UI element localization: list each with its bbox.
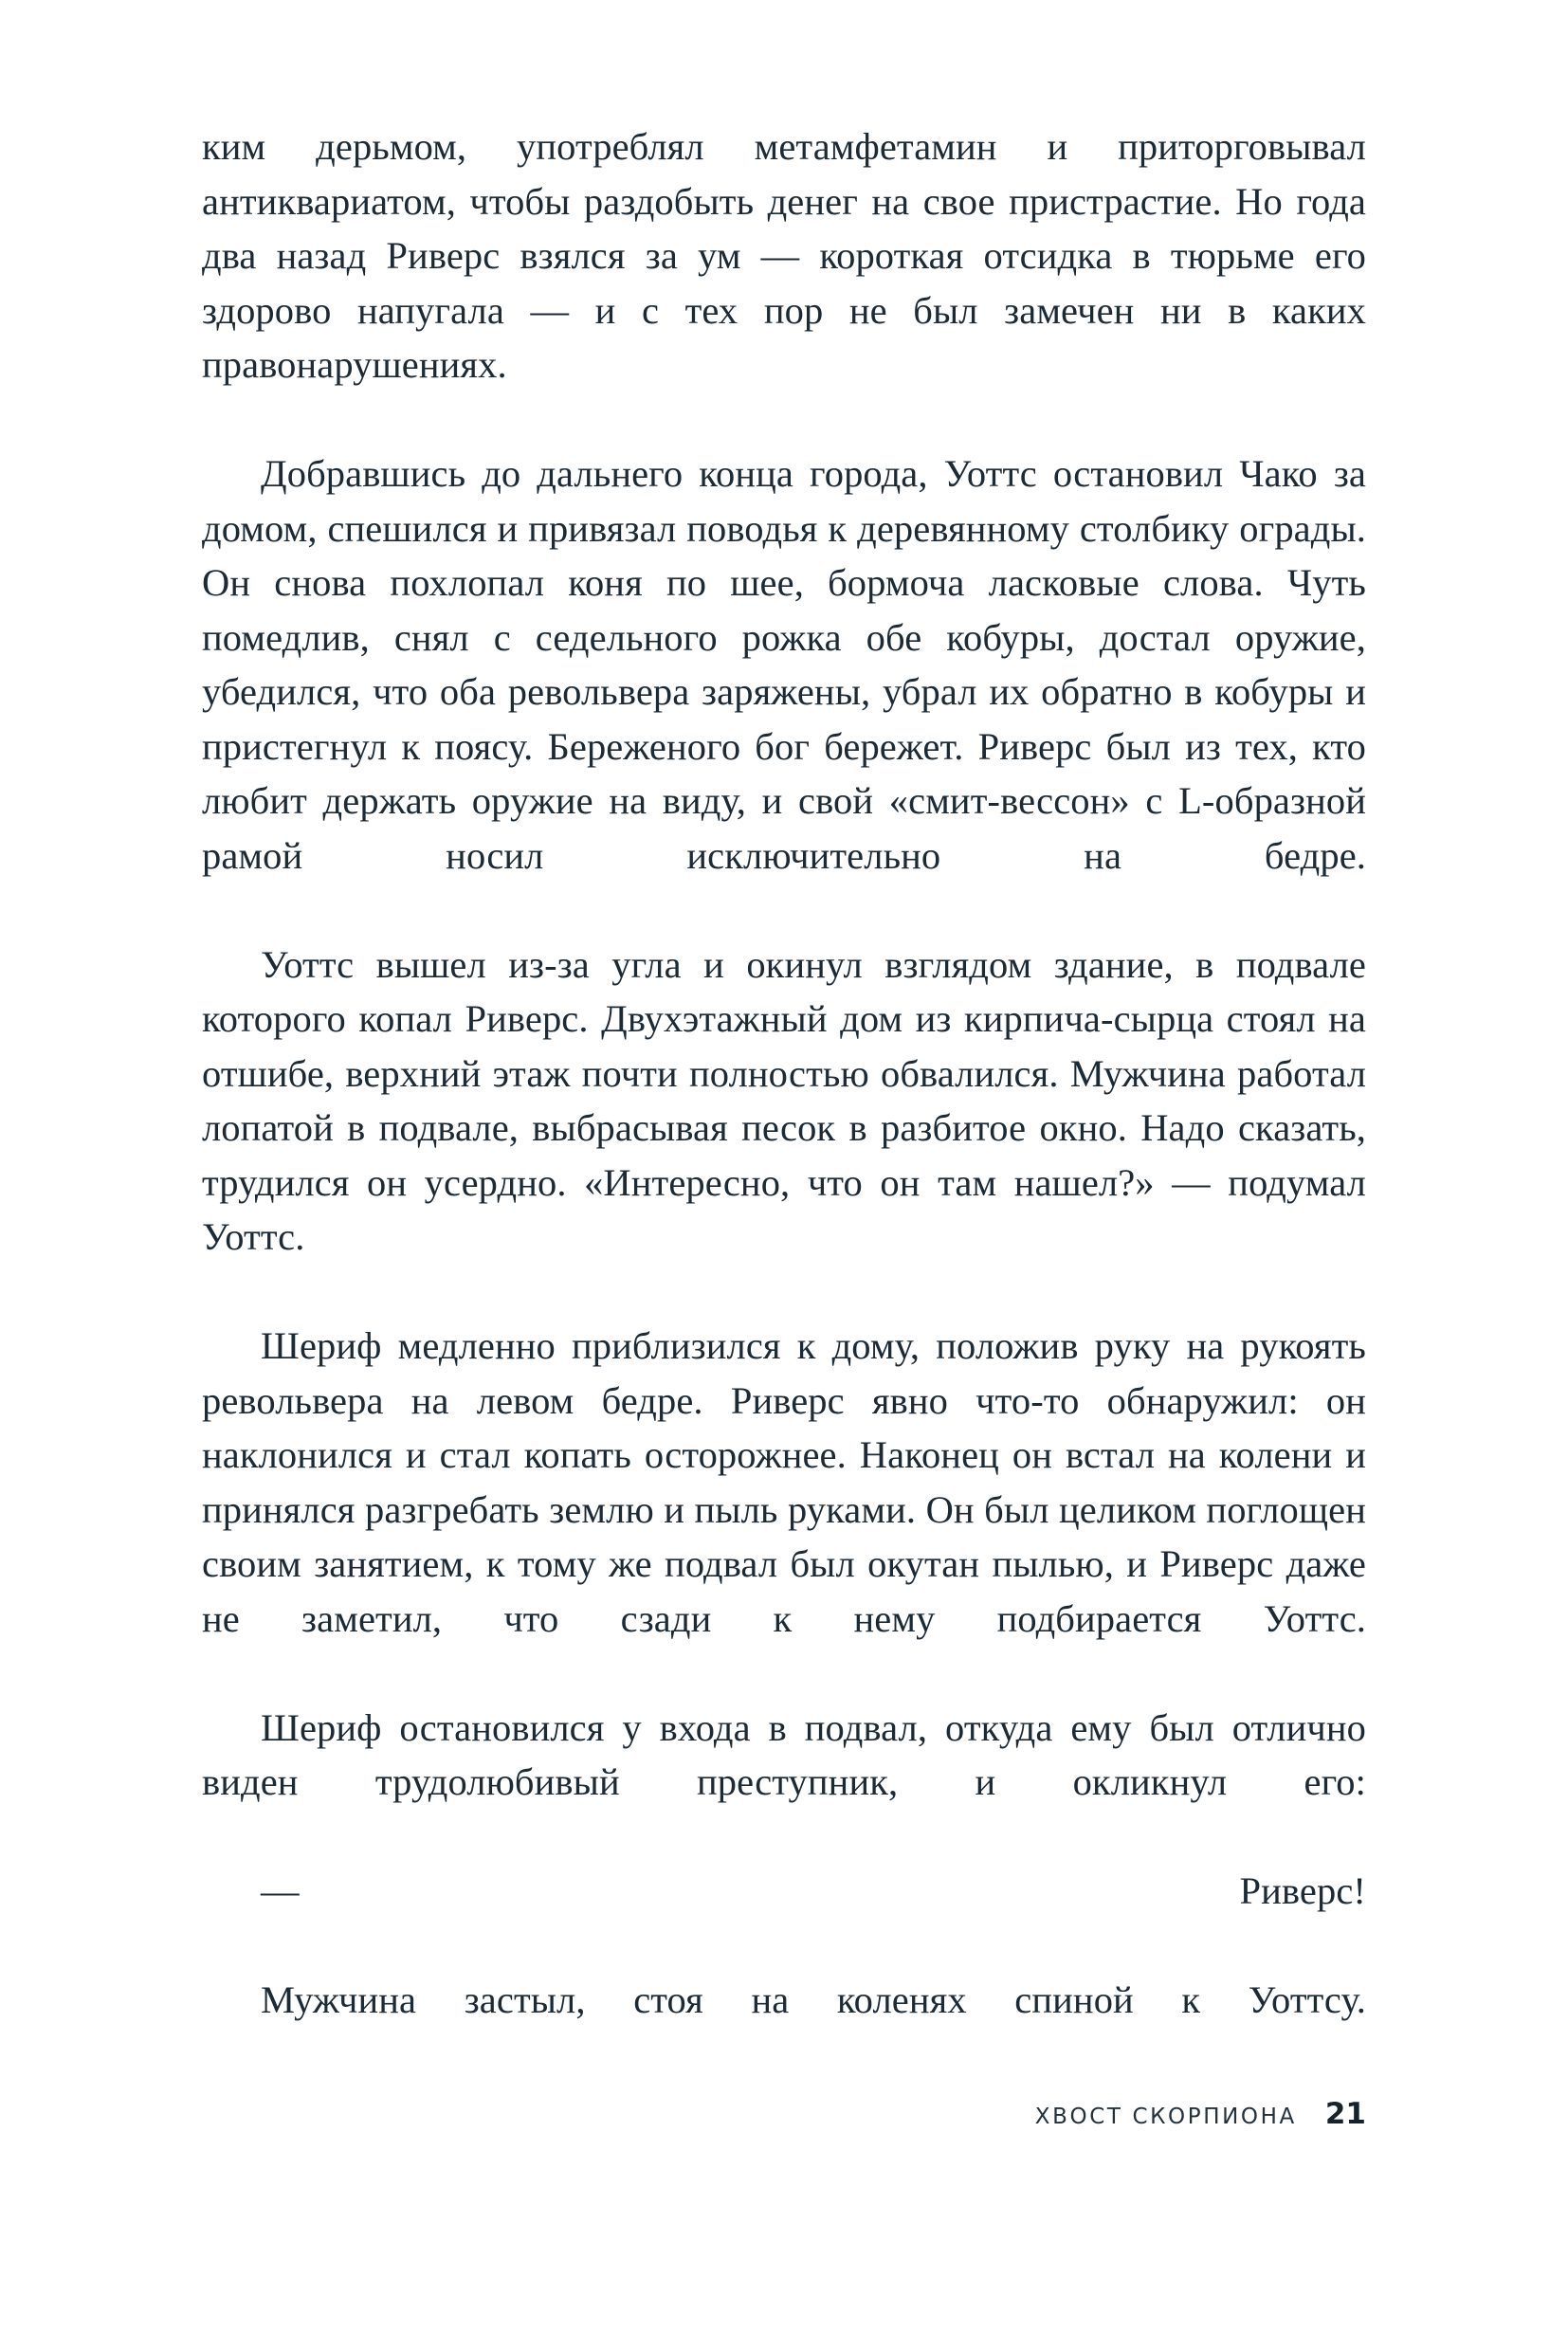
page-number: 21	[1324, 2097, 1366, 2131]
body-text-column	[202, 119, 1366, 2082]
paragraph: Шериф медленно приблизился к дому, положив руку на рукоять револьвера на левом бедре. Риверс явно что-то обнаружил: он наклонился и стал копать осторожнее. Наконец он встал на колени и принялся разгребать землю и пыль руками. Он был целиком поглощен своим занятием, к тому же подвал был окутан пылью, и Риверс даже не заметил, что сзади к нему подбирается Уоттс.	[202, 1324, 1366, 1640]
paragraph: Шериф остановился у входа в подвал, откуда ему был отлично виден трудолюбивый преступник, и окликнул его:	[202, 1705, 1366, 1803]
page-footer	[202, 2097, 1366, 2131]
paragraph: Добравшись до дальнего конца города, Уоттс остановил Чако за домом, спешился и привязал поводья к деревянному столбику ограды. Он снова похлопал коня по шее, бормоча ласковые слова. Чуть помедлив, снял с седельного рожка обе кобуры, достал оружие, убедился, что оба револьвера заряжены, убрал их обратно в кобуры и пристегнул к поясу. Береженого бог бережет. Риверс был из тех, кто любит держать оружие на виду, и свой «смит-вессон» с L-образной рамой носил исключительно на бедре.	[202, 452, 1366, 877]
paragraph: Мужчина застыл, стоя на коленях спиной к Уоттсу.	[261, 1978, 1366, 2021]
paragraph-dialogue: — Риверс!	[261, 1869, 1366, 1912]
running-title: ХВОСТ СКОРПИОНА	[1034, 2105, 1297, 2129]
paragraph-continued: ким дерьмом, употреблял метамфетамин и приторговывал антиквариатом, чтобы раздобыть денег на свое пристрастие. Но года два назад Риверс взялся за ум — короткая отсидка в тюрьме его здорово напугала — и с тех пор не был замечен ни в каких правонарушениях.	[202, 125, 1366, 386]
paragraph: Уоттс вышел из-за угла и окинул взглядом здание, в подвале которого копал Риверс. Двухэтажный дом из кирпича-сырца стоял на отшибе, верхний этаж почти полностью обвалился. Мужчина работал лопатой в подвале, выбрасывая песок в разбитое окно. Надо сказать, трудился он усердно. «Интересно, что он там нашел?» — подумал Уоттс.	[202, 942, 1366, 1258]
